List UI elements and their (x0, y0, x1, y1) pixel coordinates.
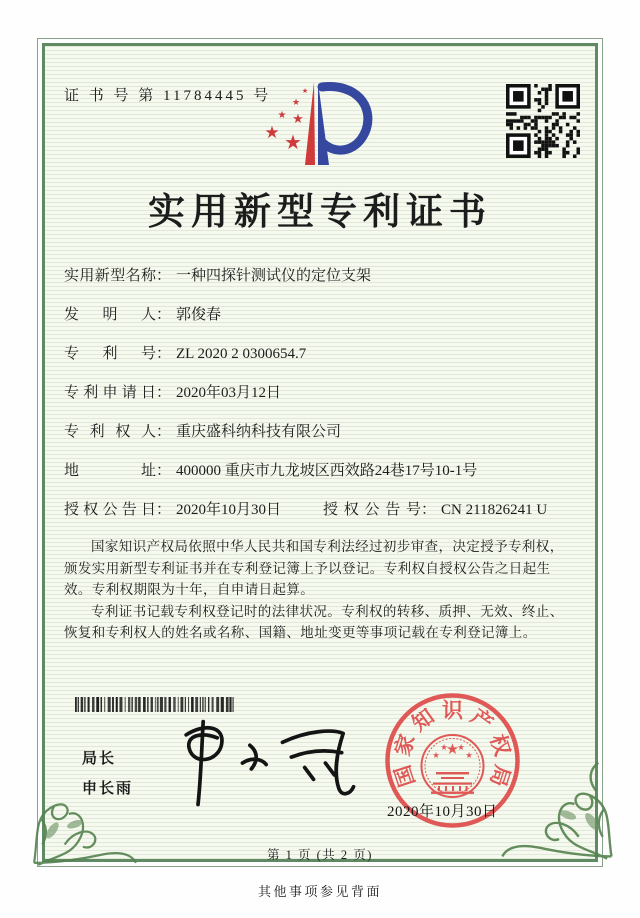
logo-star-icon: ★ (301, 87, 309, 95)
cnipa-logo-icon (252, 78, 380, 172)
field-value: 2020年10月30日 (176, 502, 282, 518)
logo-star-icon: ★ (277, 110, 287, 121)
field-label: 地址 (64, 463, 156, 479)
field-list (64, 268, 584, 541)
field-colon: ： (156, 502, 172, 518)
qr-code-icon (506, 84, 580, 158)
field-value: 重庆盛科纳科技有限公司 (176, 424, 342, 440)
field-label: 实用新型名称 (64, 268, 156, 284)
field-value-grant-no: CN 211826241 U (441, 502, 548, 518)
commissioner-name: 申长雨 (82, 780, 134, 797)
field-row-grant-date (64, 502, 584, 518)
field-colon: ： (421, 502, 437, 518)
emblem-star-icon: ★ (465, 751, 473, 761)
svg-text:权: 权 (485, 731, 515, 759)
emblem-star-icon: ★ (457, 743, 465, 753)
field-label-grant-no: 授权公告号 (323, 502, 422, 518)
field-colon: ： (156, 424, 172, 440)
logo-star-icon: ★ (291, 98, 301, 108)
field-label: 授权公告日 (64, 502, 156, 518)
svg-text:局: 局 (485, 762, 515, 790)
national-emblem-icon (422, 735, 484, 797)
field-row-inventor (64, 307, 584, 323)
field-value: 郭俊春 (176, 307, 222, 323)
field-label: 发明人 (64, 307, 156, 323)
svg-text:产: 产 (466, 704, 498, 736)
svg-text:家: 家 (390, 731, 420, 759)
legal-paragraph-2: 专利证书记载专利权登记时的法律状况。专利权的转移、质押、无效、终止、恢复和专利权人的姓名或名称、国籍、地址变更等事项记载在专利登记簿上。 (64, 603, 564, 640)
field-value: ZL 2020 2 0300654.7 (176, 346, 307, 362)
svg-text:知: 知 (407, 704, 439, 736)
legal-text (64, 536, 576, 644)
back-note: 其他事项参见背面 (257, 884, 382, 899)
emblem-star-icon: ★ (445, 740, 460, 758)
barcode-icon (75, 697, 235, 712)
field-row-name (64, 268, 584, 284)
handwritten-signature-icon (158, 712, 358, 820)
field-label: 专利号 (64, 346, 156, 362)
field-colon: ： (156, 307, 172, 323)
svg-text:国: 国 (390, 762, 420, 790)
field-colon: ： (156, 268, 172, 284)
field-value: 一种四探针测试仪的定位支架 (176, 268, 372, 284)
field-value: 400000 重庆市九龙坡区西效路24巷17号10-1号 (176, 463, 478, 479)
legal-paragraph-1: 国家知识产权局依照中华人民共和国专利法经过初步审查，决定授予专利权，颁发实用新型专利证书并在专利登记簿上予以登记。专利权自授权公告之日起生效。专利权期限为十年，自申请日起算。 (64, 539, 564, 597)
logo-star-icon: ★ (292, 112, 304, 127)
field-row-filing-date (64, 385, 584, 401)
field-colon: ： (156, 463, 172, 479)
field-label: 专利申请日 (64, 385, 156, 401)
field-colon: ： (156, 346, 172, 362)
emblem-star-icon: ★ (440, 743, 448, 753)
field-row-patentee (64, 424, 584, 440)
page-indicator: 第 1 页 (共 2 页) (267, 848, 373, 862)
seal-date: 2020年10月30日 (387, 804, 498, 820)
logo-star-icon: ★ (264, 123, 280, 143)
field-value: 2020年03月12日 (176, 385, 282, 401)
logo-star-icon: ★ (284, 130, 302, 154)
field-row-address (64, 463, 584, 479)
certificate-title: 实用新型专利证书 (148, 192, 492, 233)
field-colon: ： (156, 385, 172, 401)
field-row-patent-no (64, 346, 584, 362)
commissioner-title: 局长 (82, 750, 117, 767)
corner-ornament-icon (28, 757, 140, 869)
field-label: 专利权人 (64, 424, 156, 440)
certificate-number: 证 书 号 第 11784445 号 (64, 88, 272, 104)
emblem-star-icon: ★ (432, 751, 440, 761)
svg-text:识: 识 (442, 698, 463, 723)
